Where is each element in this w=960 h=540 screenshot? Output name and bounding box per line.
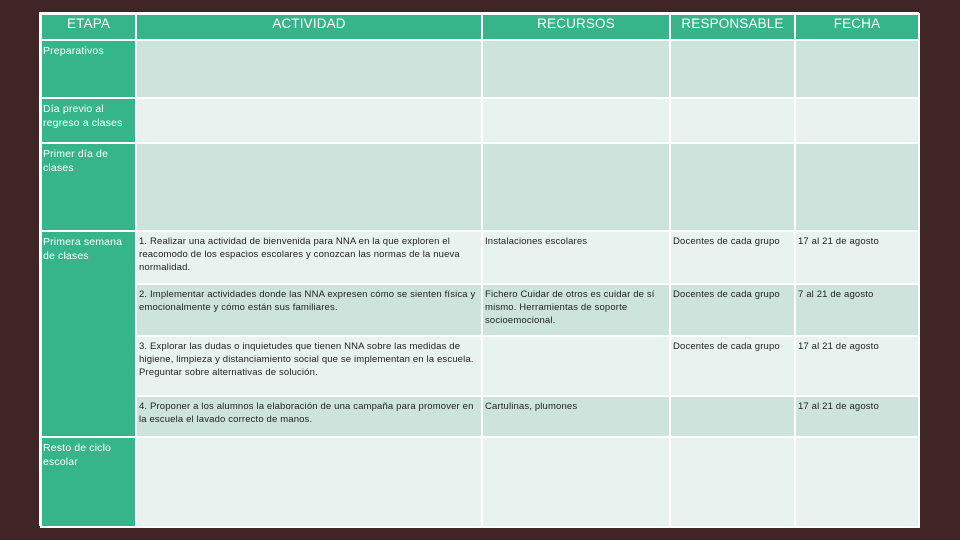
stage-primer-dia: Primer día de clases xyxy=(41,143,136,231)
cell-empty xyxy=(136,437,482,527)
cell-recursos: Instalaciones escolares xyxy=(482,231,670,284)
table-row xyxy=(41,284,919,336)
cell-actividad: 2. Implementar actividades donde las NNA expresen cómo se sienten física y emocionalmente y cómo están sus familiares. xyxy=(136,284,482,336)
planning-table xyxy=(40,13,920,528)
cell-recursos: Cartulinas, plumones xyxy=(482,396,670,437)
header-etapa: ETAPA xyxy=(41,14,136,40)
stage-preparativos: Preparativos xyxy=(41,40,136,98)
stage-primera-semana: Primera semana de clases xyxy=(41,231,136,437)
cell-responsable: Docentes de cada grupo xyxy=(670,336,795,396)
table-row xyxy=(41,336,919,396)
header-responsable: RESPONSABLE xyxy=(670,14,795,40)
table-row xyxy=(41,437,919,527)
table-row xyxy=(41,143,919,231)
cell-empty xyxy=(670,98,795,143)
cell-empty xyxy=(670,143,795,231)
cell-fecha: 17 al 21 de agosto xyxy=(795,396,919,437)
cell-empty xyxy=(482,40,670,98)
cell-responsable xyxy=(670,396,795,437)
header-fecha: FECHA xyxy=(795,14,919,40)
cell-empty xyxy=(795,143,919,231)
cell-empty xyxy=(795,40,919,98)
table-row xyxy=(41,396,919,437)
cell-empty xyxy=(482,98,670,143)
cell-empty xyxy=(670,437,795,527)
slide xyxy=(39,12,919,526)
cell-fecha: 17 al 21 de agosto xyxy=(795,231,919,284)
cell-responsable: Docentes de cada grupo xyxy=(670,284,795,336)
cell-empty xyxy=(136,98,482,143)
cell-actividad: 4. Proponer a los alumnos la elaboración de una campaña para promover en la escuela el lavado correcto de manos. xyxy=(136,396,482,437)
cell-empty xyxy=(136,40,482,98)
cell-actividad: 3. Explorar las dudas o inquietudes que tienen NNA sobre las medidas de higiene, limpieza y distanciamiento social que se implementan en la escuela. Preguntar sobre alternativas de solución. xyxy=(136,336,482,396)
cell-fecha: 7 al 21 de agosto xyxy=(795,284,919,336)
table-row xyxy=(41,40,919,98)
header-row xyxy=(41,14,919,40)
cell-empty xyxy=(670,40,795,98)
stage-dia-previo: Día previo al regreso a clases xyxy=(41,98,136,143)
header-recursos: RECURSOS xyxy=(482,14,670,40)
cell-empty xyxy=(482,437,670,527)
cell-empty xyxy=(482,143,670,231)
cell-empty xyxy=(136,143,482,231)
cell-responsable: Docentes de cada grupo xyxy=(670,231,795,284)
stage-resto-ciclo: Resto de ciclo escolar xyxy=(41,437,136,527)
table-row xyxy=(41,231,919,284)
table-row xyxy=(41,98,919,143)
cell-fecha: 17 al 21 de agosto xyxy=(795,336,919,396)
cell-actividad: 1. Realizar una actividad de bienvenida para NNA en la que exploren el reacomodo de los espacios escolares y conozcan las normas de la nueva normalidad. xyxy=(136,231,482,284)
cell-recursos: Fichero Cuidar de otros es cuidar de sí mismo. Herramientas de soporte socioemocional. xyxy=(482,284,670,336)
cell-empty xyxy=(795,437,919,527)
header-actividad: ACTIVIDAD xyxy=(136,14,482,40)
cell-empty xyxy=(795,98,919,143)
cell-recursos xyxy=(482,336,670,396)
